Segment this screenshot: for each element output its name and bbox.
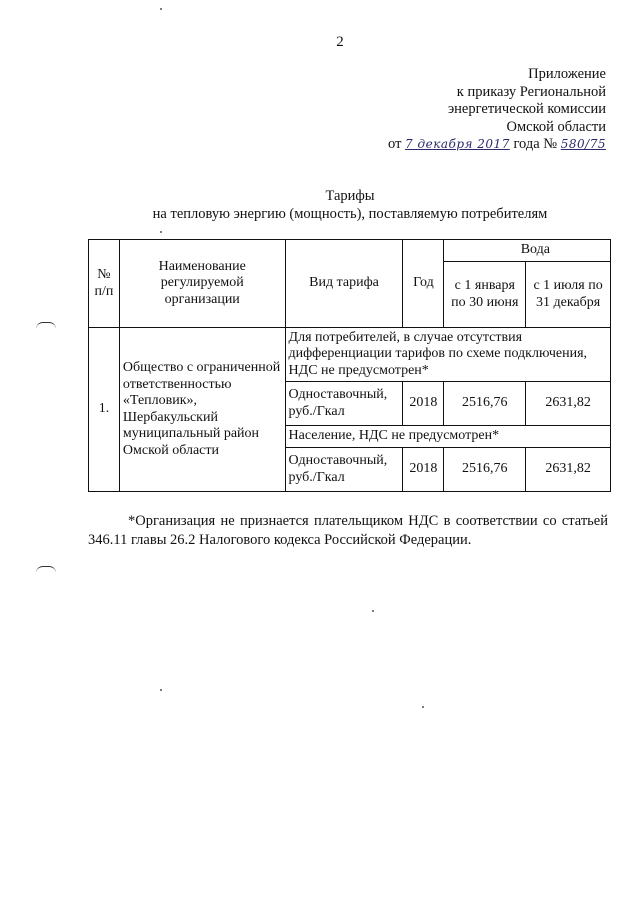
punch-mark-top bbox=[36, 322, 56, 329]
scan-speck bbox=[422, 706, 424, 708]
document-title bbox=[0, 188, 640, 223]
page-number: 2 bbox=[336, 34, 344, 50]
header-period-1: с 1 января по 30 июня bbox=[444, 262, 526, 328]
row-num: 1. bbox=[89, 328, 120, 492]
row-org-name: Общество с ограниченной ответственностью «Тепловик», Шербакульский муниципальный район Омской области bbox=[119, 328, 285, 492]
header-period-2: с 1 июля по 31 декабря bbox=[526, 262, 611, 328]
punch-mark-bottom bbox=[36, 566, 56, 573]
header-year: Год bbox=[403, 240, 444, 328]
appendix-block bbox=[388, 66, 606, 154]
order-number-handwritten: 580/75 bbox=[560, 137, 606, 151]
order-year-word: года № bbox=[513, 136, 558, 152]
order-ref-prefix: от bbox=[388, 136, 402, 152]
group1-value-period-1: 2516,76 bbox=[444, 382, 526, 426]
title-line-2: на тепловую энергию (мощность), поставляемую потребителям bbox=[152, 205, 548, 222]
group2-value-period-2: 2631,82 bbox=[526, 448, 611, 492]
appendix-line-1: Приложение bbox=[528, 66, 606, 82]
tariff-table bbox=[88, 239, 611, 492]
header-tariff-type: Вид тарифа bbox=[285, 240, 403, 328]
order-reference bbox=[388, 136, 606, 154]
header-num: № п/п bbox=[89, 240, 120, 328]
footnote: *Организация не признается плательщиком НДС в соответствии со статьей 346.11 главы 26.2 Налогового кодекса Российской Федерации. bbox=[88, 513, 608, 548]
scan-speck bbox=[160, 231, 162, 233]
group1-tariff-type: Одноставочный, руб./Гкал bbox=[285, 382, 403, 426]
appendix-line-3: энергетической комиссии bbox=[447, 101, 606, 117]
header-water: Вода bbox=[444, 240, 611, 262]
scan-speck bbox=[160, 8, 162, 10]
scan-speck bbox=[160, 689, 162, 691]
header-org: Наименование регулируемой организации bbox=[119, 240, 285, 328]
group1-value-period-2: 2631,82 bbox=[526, 382, 611, 426]
group2-year: 2018 bbox=[403, 448, 444, 492]
appendix-line-2: к приказу Региональной bbox=[456, 83, 606, 100]
order-date-handwritten: 7 декабря 2017 bbox=[405, 137, 510, 151]
group-label-population: Население, НДС не предусмотрен* bbox=[285, 426, 610, 448]
group2-value-period-1: 2516,76 bbox=[444, 448, 526, 492]
title-line-1: Тарифы bbox=[325, 188, 375, 204]
group-label-no-differentiation: Для потребителей, в случае отсутствия дифференциации тарифов по схеме подключения, НДС не предусмотрен* bbox=[285, 328, 610, 382]
group2-tariff-type: Одноставочный, руб./Гкал bbox=[285, 448, 403, 492]
appendix-line-4: Омской области bbox=[506, 118, 606, 135]
group1-year: 2018 bbox=[403, 382, 444, 426]
scan-speck bbox=[372, 610, 374, 612]
